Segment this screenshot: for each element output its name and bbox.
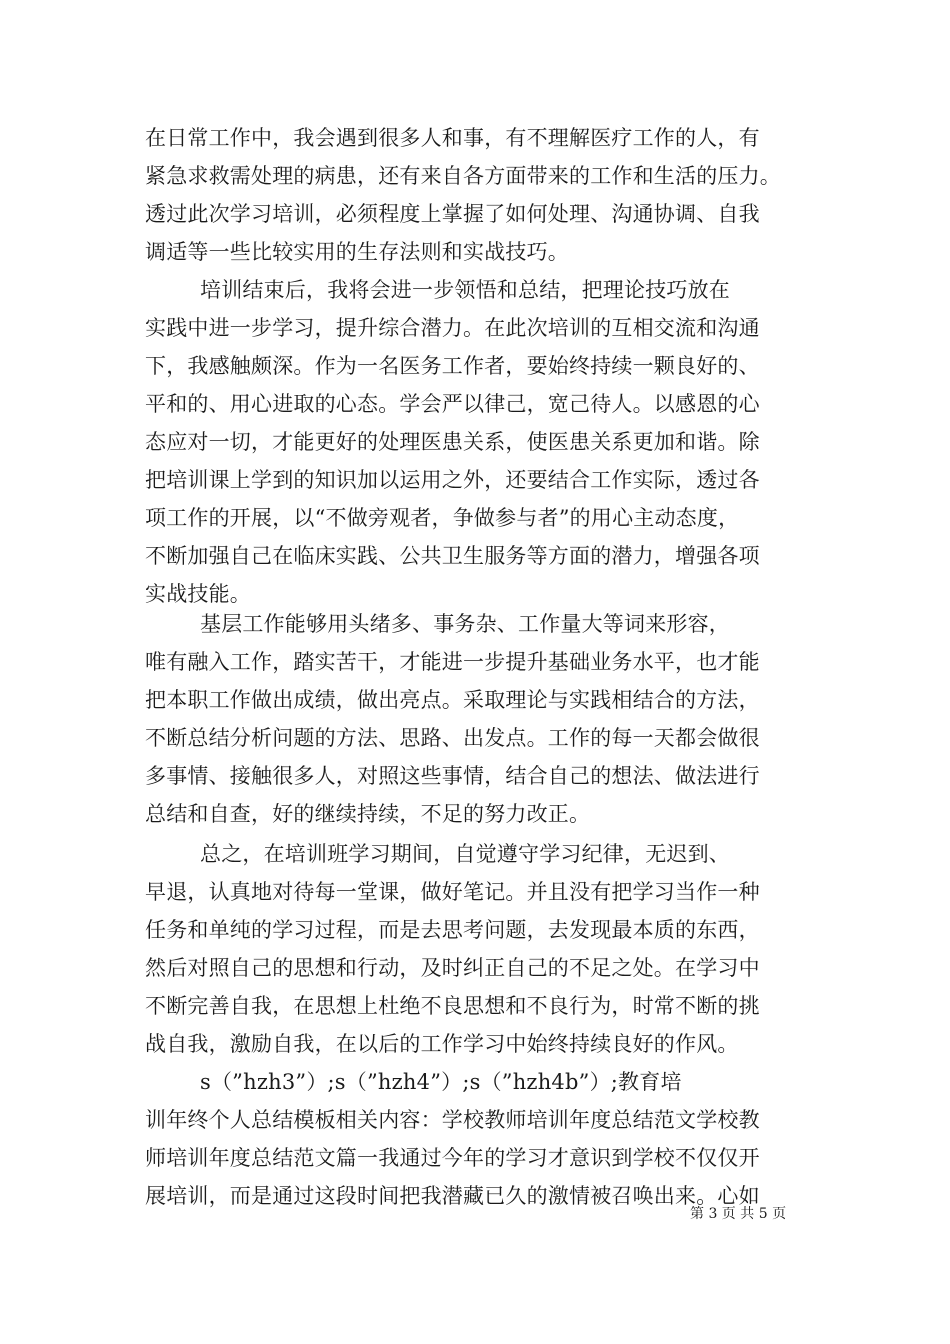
text-line: 唯有融入工作，踏实苦干，才能进一步提升基础业务水平，也才能: [145, 650, 760, 674]
text-line: 任务和单纯的学习过程，而是去思考问题，去发现最本质的东西，: [145, 918, 760, 942]
text-line: 总结和自查，好的继续持续，不足的努力改正。: [145, 802, 591, 826]
text-line: 下，我感触颇深。作为一名医务工作者，要始终持续一颗良好的、: [145, 354, 760, 378]
text-line: 调适等一些比较实用的生存法则和实战技巧。: [145, 240, 569, 264]
paragraph-start-line: s（”hzh3”）;s（”hzh4”）;s（”hzh4b”）;教育培: [145, 1070, 682, 1094]
text-line: 紧急求救需处理的病患，还有来自各方面带来的工作和生活的压力。: [145, 164, 781, 188]
text-line: 不断加强自己在临床实践、公共卫生服务等方面的潜力，增强各项: [145, 544, 760, 568]
text-line: 训年终个人总结模板相关内容：学校教师培训年度总结范文学校教: [145, 1108, 760, 1132]
page-number-footer: 第 3 页 共 5 页: [690, 1206, 787, 1222]
text-line: 在日常工作中，我会遇到很多人和事，有不理解医疗工作的人，有: [145, 126, 760, 150]
text-line: 透过此次学习培训，必须程度上掌握了如何处理、沟通协调、自我: [145, 202, 760, 226]
text-line: 实践中进一步学习，提升综合潜力。在此次培训的互相交流和沟通: [145, 316, 760, 340]
text-line: 实战技能。: [145, 582, 251, 606]
text-line: 多事情、接触很多人，对照这些事情，结合自己的想法、做法进行: [145, 764, 760, 788]
text-line: 态应对一切，才能更好的处理医患关系，使医患关系更加和谐。除: [145, 430, 760, 454]
text-line: 展培训，而是通过这段时间把我潜藏已久的激情被召唤出来。心如: [145, 1184, 760, 1208]
paragraph-start-line: 培训结束后，我将会进一步领悟和总结，把理论技巧放在: [145, 278, 730, 302]
paragraph-start-line: 总之，在培训班学习期间，自觉遵守学习纪律，无迟到、: [145, 842, 730, 866]
text-line: 早退，认真地对待每一堂课，做好笔记。并且没有把学习当作一种: [145, 880, 760, 904]
paragraph-start-line: 基层工作能够用头绪多、事务杂、工作量大等词来形容，: [145, 612, 730, 636]
text-line: 然后对照自己的思想和行动，及时纠正自己的不足之处。在学习中: [145, 956, 760, 980]
text-line: 把本职工作做出成绩，做出亮点。采取理论与实践相结合的方法，: [145, 688, 760, 712]
text-line: 项工作的开展，以“不做旁观者，争做参与者”的用心主动态度，: [145, 506, 740, 530]
text-line: 把培训课上学到的知识加以运用之外，还要结合工作实际，透过各: [145, 468, 760, 492]
text-line: 平和的、用心进取的心态。学会严以律己，宽己待人。以感恩的心: [145, 392, 760, 416]
text-line: 师培训年度总结范文篇一我通过今年的学习才意识到学校不仅仅开: [145, 1146, 760, 1170]
text-line: 不断总结分析问题的方法、思路、出发点。工作的每一天都会做很: [145, 726, 760, 750]
text-line: 不断完善自我，在思想上杜绝不良思想和不良行为，时常不断的挑: [145, 994, 760, 1018]
text-line: 战自我，激励自我，在以后的工作学习中始终持续良好的作风。: [145, 1032, 739, 1056]
